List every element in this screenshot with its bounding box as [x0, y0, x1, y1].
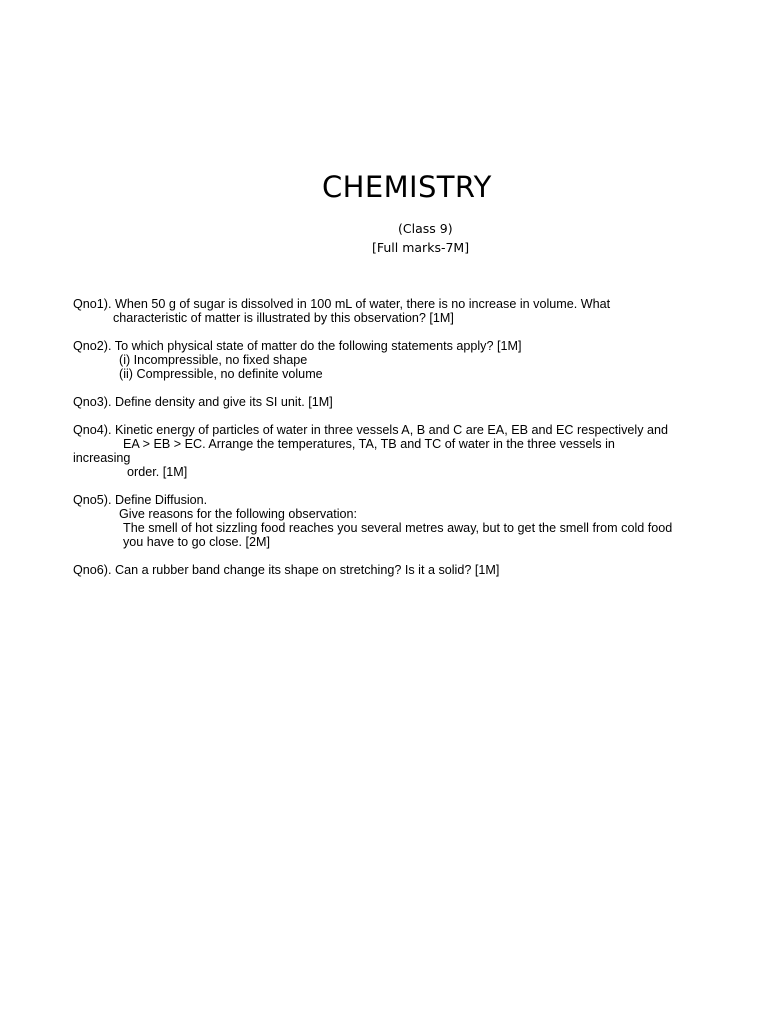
question-1-line-2: characteristic of matter is illustrated by this observation? [1M] [113, 311, 454, 325]
question-4-line-4: order. [1M] [127, 465, 188, 479]
question-4 [73, 423, 713, 479]
page-title: CHEMISTRY [322, 170, 492, 204]
class-label: (Class 9) [398, 221, 453, 236]
question-4-line-3: increasing [73, 451, 131, 465]
question-4-line-1: Qno4). Kinetic energy of particles of water in three vessels A, B and C are EA, EB and EC respectively and [73, 423, 669, 437]
question-6-line-1: Qno6). Can a rubber band change its shape on stretching? Is it a solid? [1M] [73, 563, 500, 577]
full-marks-label: [Full marks-7M] [372, 240, 470, 255]
question-3 [73, 395, 713, 409]
question-1-line-1: Qno1). When 50 g of sugar is dissolved in 100 mL of water, there is no increase in volume. What [73, 297, 611, 311]
question-5-line-2: Give reasons for the following observation: [119, 507, 358, 521]
question-5-line-1: Qno5). Define Diffusion. [73, 493, 208, 507]
question-5-line-4: you have to go close. [2M] [123, 535, 271, 549]
question-5 [73, 493, 713, 549]
question-list [73, 297, 713, 591]
question-1 [73, 297, 713, 325]
question-5-line-3: The smell of hot sizzling food reaches you several metres away, but to get the smell from cold food [123, 521, 673, 535]
question-2-option-ii: (ii) Compressible, no definite volume [119, 367, 323, 381]
question-2 [73, 339, 713, 381]
question-2-line-1: Qno2). To which physical state of matter do the following statements apply? [1M] [73, 339, 522, 353]
question-4-line-2: EA > EB > EC. Arrange the temperatures, TA, TB and TC of water in the three vessels in [123, 437, 615, 451]
question-2-option-i: (i) Incompressible, no fixed shape [119, 353, 308, 367]
question-3-line-1: Qno3). Define density and give its SI unit. [1M] [73, 395, 333, 409]
title-block [0, 170, 768, 210]
question-6 [73, 563, 713, 577]
